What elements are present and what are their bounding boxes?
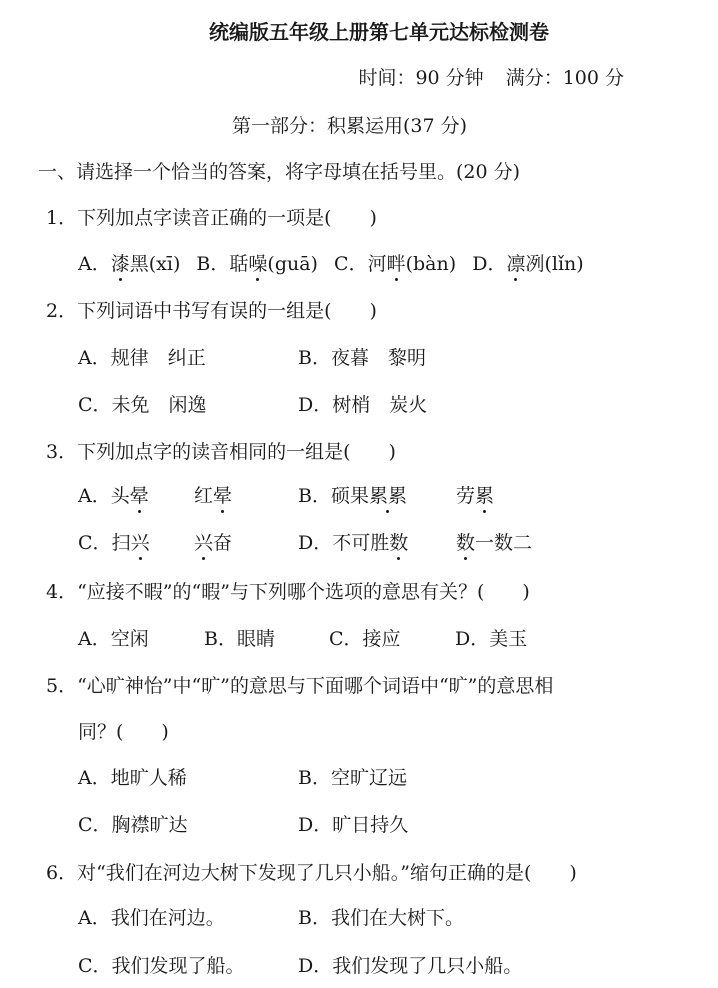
- option-c[interactable]: C．胸襟旷达: [78, 814, 188, 836]
- option-b[interactable]: B．我们在大树下。: [298, 907, 464, 929]
- time-limit: 时间：90 分钟: [358, 67, 484, 89]
- option-c-word-2: 兴奋: [194, 532, 233, 554]
- question-5-stem-continued: 同？( ): [78, 721, 169, 743]
- option-c[interactable]: C．未免 闲逸: [78, 394, 207, 416]
- part-heading: 第一部分：积累运用(37 分): [232, 115, 468, 137]
- exam-meta: [358, 66, 624, 90]
- option-d[interactable]: D．我们发现了几只小船。: [298, 955, 523, 977]
- question-2-stem: 2．下列词语中书写有误的一组是( ): [46, 300, 377, 322]
- option-b[interactable]: B．空旷辽远: [298, 767, 407, 789]
- option-a[interactable]: A．漆黑(xī): [78, 253, 181, 275]
- option-c[interactable]: C．河畔(bàn): [334, 253, 457, 275]
- option-c[interactable]: C．我们发现了船。: [78, 955, 245, 977]
- option-d[interactable]: D．不可胜数: [298, 532, 409, 554]
- option-d[interactable]: D．凛冽(lǐn): [472, 253, 584, 275]
- section-heading: 一、请选择一个恰当的答案，将字母填在括号里。(20 分): [38, 161, 521, 183]
- option-c[interactable]: C．接应: [329, 628, 401, 650]
- option-b[interactable]: B．眼睛: [204, 628, 275, 650]
- option-a[interactable]: A．空闲: [78, 628, 149, 650]
- option-b-word-2: 劳累: [456, 485, 495, 507]
- full-score: 满分：100 分: [505, 67, 624, 89]
- option-d[interactable]: D．树梢 炭火: [298, 394, 428, 416]
- question-1-options: [78, 252, 584, 276]
- option-a[interactable]: A．头晕: [78, 485, 149, 507]
- question-4-stem: 4．“应接不暇”的“暇”与下列哪个选项的意思有关？( ): [46, 581, 530, 603]
- question-6-stem: 6．对“我们在河边大树下发现了几只小船。”缩句正确的是( ): [46, 862, 577, 884]
- option-c[interactable]: C．扫兴: [78, 532, 150, 554]
- option-a[interactable]: A．规律 纠正: [78, 347, 206, 369]
- option-d[interactable]: D．美玉: [455, 628, 528, 650]
- option-a[interactable]: A．我们在河边。: [78, 907, 225, 929]
- option-a[interactable]: A．地旷人稀: [78, 767, 187, 789]
- option-b[interactable]: B．硕果累累: [298, 485, 407, 507]
- question-1-stem: 1．下列加点字读音正确的一项是( ): [46, 207, 377, 229]
- option-d[interactable]: D．旷日持久: [298, 814, 409, 836]
- option-a-word-2: 红晕: [194, 485, 233, 507]
- exam-title: 统编版五年级上册第七单元达标检测卷: [209, 20, 549, 44]
- question-3-stem: 3．下列加点字的读音相同的一组是( ): [46, 441, 396, 463]
- option-b[interactable]: B．夜暮 黎明: [298, 347, 426, 369]
- option-b[interactable]: B．聒噪(guā): [196, 253, 318, 275]
- question-5-stem: 5．“心旷神怡”中“旷”的意思与下面哪个词语中“旷”的意思相: [46, 675, 554, 697]
- option-d-word-2: 数一数二: [456, 532, 533, 554]
